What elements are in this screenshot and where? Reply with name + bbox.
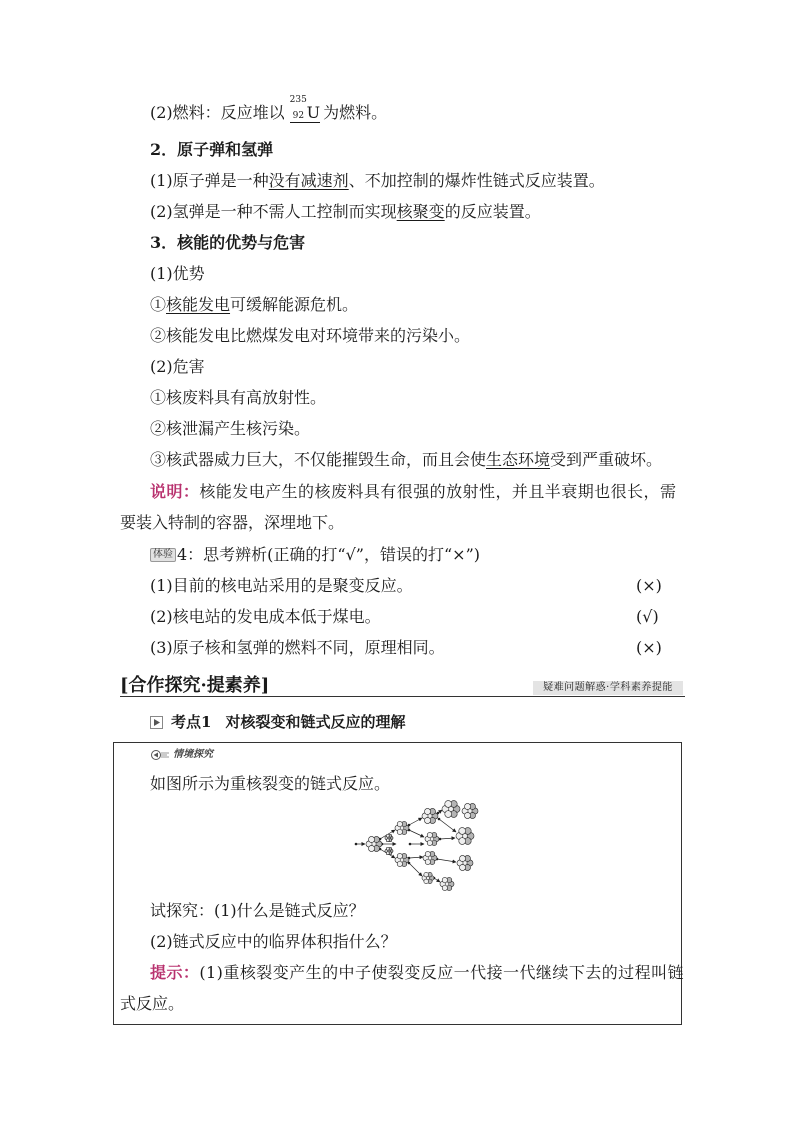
hazard-item-3-blank: 生态环境 — [486, 450, 551, 469]
nucleon — [424, 817, 430, 823]
scenario-question-2: (2)链式反应中的临界体积指什么？ — [150, 932, 397, 951]
note-label: 说明： — [150, 482, 200, 501]
nucleus-cluster — [422, 808, 438, 823]
nucleon — [442, 877, 447, 882]
scenario-question-1: 试探究：(1)什么是链式反应？ — [150, 901, 365, 920]
neutron-arrow — [439, 819, 456, 832]
nucleus-cluster — [385, 847, 393, 855]
hydrogen-bomb-line — [150, 202, 541, 222]
nucleon — [459, 855, 465, 861]
nucleon — [386, 834, 389, 837]
atomic-bomb-after: 、不加控制的爆炸性链式反应装置。 — [348, 171, 605, 190]
play-icon — [150, 716, 163, 729]
nucleus-cluster — [422, 872, 434, 883]
topic-label: 考点1 — [171, 713, 212, 731]
neutron-arrow — [409, 830, 424, 837]
hydrogen-bomb-after: 的反应装置。 — [444, 202, 541, 221]
section-rule — [120, 696, 685, 697]
neutron-arrow — [409, 857, 423, 858]
chain-reaction-figure — [352, 798, 480, 893]
hazard-item-3 — [150, 450, 662, 470]
exercise-answer-3: (×) — [636, 638, 662, 657]
nucleon — [459, 838, 466, 845]
exercise-item-2: (2)核电站的发电成本低于煤电。 — [150, 607, 381, 626]
hint-line-1 — [150, 963, 684, 983]
hydrogen-bomb-blank: 核聚变 — [396, 202, 445, 221]
nuclear-energy-heading: 3．核能的优势与危害 — [150, 233, 306, 252]
nucleus-cluster — [440, 877, 454, 890]
hint-label: 提示： — [150, 963, 200, 982]
scenario-label: 情境探究 — [173, 749, 213, 760]
note-line-1 — [150, 482, 676, 502]
element-symbol: U — [306, 103, 321, 122]
note-text-1: 核能发电产生的核废料具有很强的放射性，并且半衰期也很长，需 — [199, 482, 677, 501]
exercise-item-3: (3)原子核和氢弹的燃料不同，原理相同。 — [150, 638, 445, 657]
experience-badge: 体验 — [150, 548, 176, 562]
nucleus-cluster — [425, 832, 439, 845]
nucleon — [424, 808, 430, 814]
exercise-answer-2: (√) — [636, 607, 659, 626]
nucleon — [424, 872, 429, 877]
section-tagline: 疑难问题解惑·学科素养提能 — [533, 681, 683, 695]
advantages-heading: (1)优势 — [150, 264, 205, 283]
neutron-dot — [355, 843, 358, 846]
uranium-isotope — [289, 95, 321, 123]
nucleon — [368, 836, 374, 842]
nucleon — [386, 852, 389, 855]
topic-heading — [171, 712, 405, 732]
nucleus-cluster — [395, 821, 409, 834]
advantage-item-1-after: 可缓解能源危机。 — [230, 295, 359, 314]
nucleon — [386, 839, 389, 842]
nucleon — [464, 803, 470, 809]
nucleon — [386, 847, 389, 850]
nucleon — [427, 840, 432, 845]
hazards-heading: (2)危害 — [150, 357, 205, 376]
atomic-bomb-line — [150, 171, 605, 191]
nucleon — [427, 832, 432, 837]
nucleon — [425, 851, 430, 856]
hazard-item-2: ②核泄漏产生核污染。 — [150, 419, 311, 438]
nucleus-cluster — [457, 855, 473, 870]
bombs-heading: 2．原子弹和氢弹 — [150, 140, 274, 159]
fuel-prefix: (2)燃料：反应堆以 — [150, 103, 285, 122]
exercise-answer-1: (×) — [636, 576, 662, 595]
advantage-item-1-before: ① — [150, 295, 167, 314]
neutron-arrow — [409, 863, 422, 876]
neutron-arrow — [437, 859, 456, 862]
fuel-line — [150, 95, 388, 123]
atomic-bomb-before: (1)原子弹是一种 — [150, 171, 269, 190]
nucleus-cluster — [395, 853, 409, 866]
nucleon — [442, 885, 447, 890]
fuel-suffix: 为燃料。 — [323, 103, 388, 122]
hazard-item-3-after: 受到严重破坏。 — [550, 450, 663, 469]
nucleus-cluster — [462, 803, 478, 818]
nucleon — [464, 812, 470, 818]
neutron-arrow — [409, 818, 422, 825]
advantage-item-1-blank: 核能发电 — [166, 295, 231, 314]
nucleon — [397, 853, 402, 858]
section-title: [合作探究·提素养] — [120, 675, 270, 696]
nucleon — [397, 861, 402, 866]
nucleon — [445, 801, 452, 808]
note-line-2: 要装入特制的容器，深埋地下。 — [120, 513, 345, 532]
scenario-icon — [150, 749, 170, 761]
neutron-dot — [438, 818, 441, 821]
nucleus-cluster — [366, 836, 382, 851]
atomic-bomb-blank: 没有减速剂 — [268, 171, 349, 190]
hazard-item-3-before: ③核武器威力巨大，不仅能摧毁生命，而且会使 — [150, 450, 487, 469]
scenario-intro: 如图所示为重核裂变的链式反应。 — [150, 774, 391, 793]
advantage-item-2: ②核能发电比燃煤发电对环境带来的污染小。 — [150, 326, 471, 345]
advantage-item-1 — [150, 295, 358, 315]
topic-title: 对核裂变和链式反应的理解 — [225, 713, 406, 731]
hazard-item-1: ①核废料具有高放射性。 — [150, 388, 327, 407]
atomic-number: 92 — [292, 111, 305, 121]
nucleus-cluster — [456, 828, 474, 845]
exercise-item-1: (1)目前的核电站采用的是聚变反应。 — [150, 576, 413, 595]
nucleus-cluster — [442, 801, 460, 818]
mass-number: 235 — [289, 95, 307, 105]
hint-line-2: 式反应。 — [120, 994, 185, 1013]
neutron-arrow — [440, 838, 455, 839]
nucleon — [459, 828, 466, 835]
nucleon — [397, 829, 402, 834]
nucleon — [368, 845, 374, 851]
hydrogen-bomb-before: (2)氢弹是一种不需人工控制而实现 — [150, 202, 397, 221]
hint-text-1: (1)重核裂变产生的中子使裂变反应一代接一代继续下去的过程叫链 — [199, 963, 684, 982]
nucleus-cluster — [385, 834, 393, 842]
nucleon — [459, 864, 465, 870]
nucleon — [445, 811, 452, 818]
nucleon — [397, 821, 402, 826]
neutron-dot — [409, 843, 412, 846]
exercise-prompt: 4：思考辨析(正确的打“√”，错误的打“×”) — [177, 545, 480, 564]
nucleon — [424, 879, 429, 884]
nucleon — [425, 859, 430, 864]
nucleus-cluster — [423, 851, 437, 864]
